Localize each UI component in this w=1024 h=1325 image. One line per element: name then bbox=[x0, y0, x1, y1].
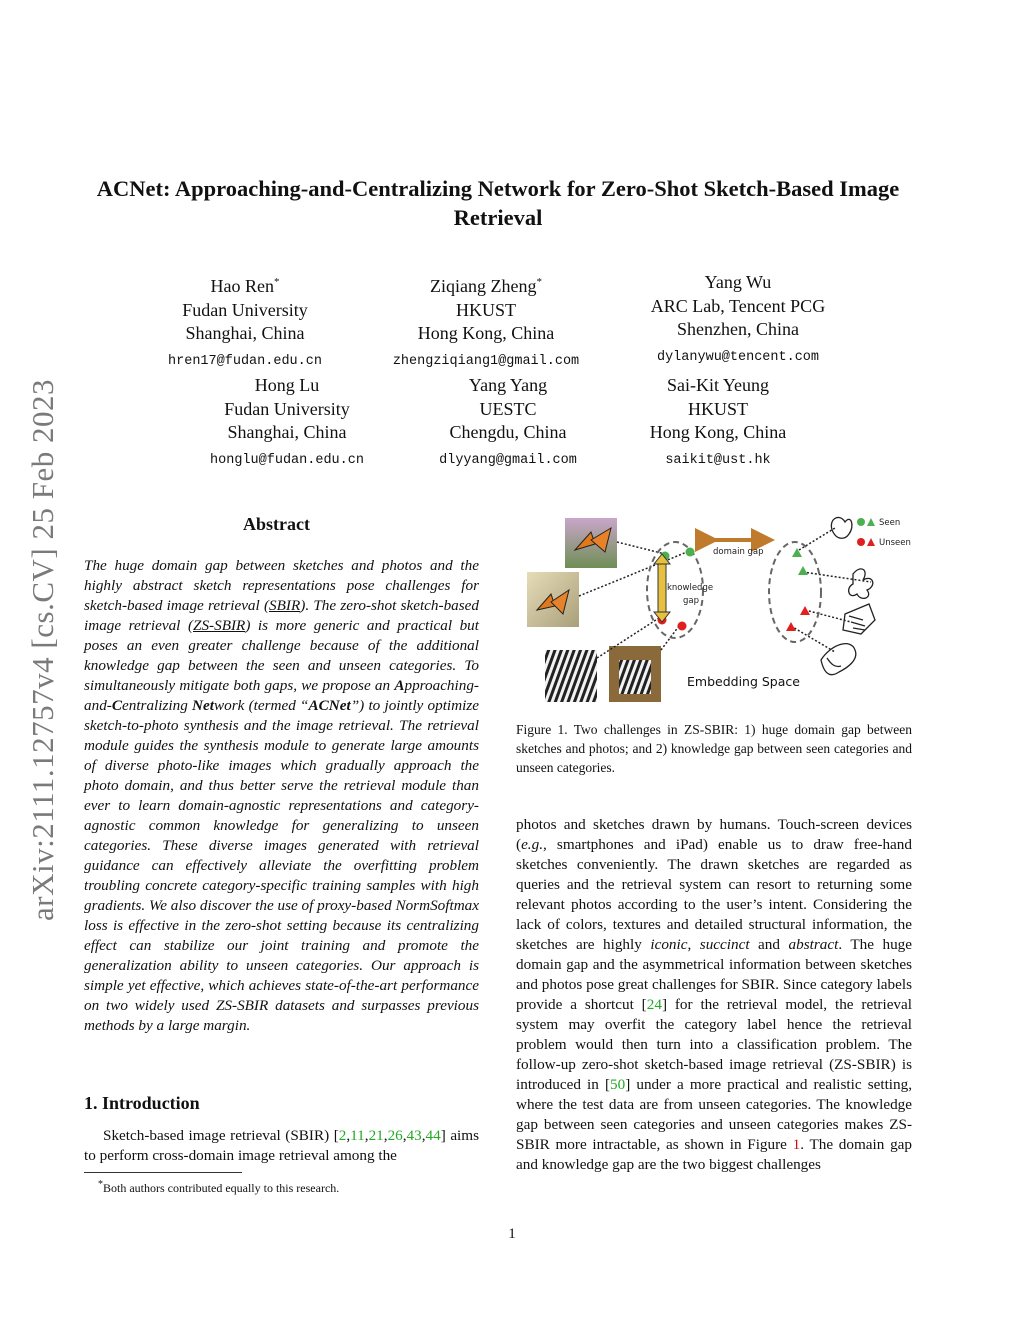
legend-seen: Seen bbox=[879, 518, 901, 528]
author-affiliation: HKUST bbox=[455, 299, 516, 320]
legend-seen-circle bbox=[857, 518, 865, 526]
author-affiliation: Fudan University bbox=[182, 299, 308, 320]
author-block bbox=[376, 271, 596, 373]
citation-link[interactable]: 44 bbox=[425, 1127, 441, 1144]
citation-link[interactable]: 24 bbox=[646, 996, 662, 1013]
author-name: Sai-Kit Yeung bbox=[666, 375, 769, 395]
zebra-photo-2 bbox=[619, 660, 651, 694]
arxiv-id: arXiv:2111.12757v4 [cs.CV] 25 Feb 2023 bbox=[25, 379, 60, 921]
equal-contrib-mark: * bbox=[273, 276, 280, 288]
author-affiliation: ARC Lab, Tencent PCG bbox=[650, 295, 826, 316]
legend-seen-triangle bbox=[867, 518, 875, 526]
equal-contrib-mark: * bbox=[536, 276, 542, 288]
author-name: Hao Ren bbox=[210, 276, 274, 296]
zebra-photo-1 bbox=[545, 650, 597, 702]
knowledge-label: knowledge bbox=[667, 583, 714, 593]
footnote: *Both authors contributed equally to this research. bbox=[98, 1179, 340, 1195]
author-block bbox=[618, 374, 818, 472]
author-email[interactable]: hren17@fudan.edu.cn bbox=[168, 353, 322, 369]
author-block bbox=[630, 271, 846, 369]
seen-photo-point bbox=[686, 548, 695, 557]
sbir-term: SBIR bbox=[269, 597, 301, 614]
intro-text-col2: photos and sketches drawn by humans. Touch-screen devices (e.g., smartphones and iPad) enable us to draw free-hand sketches conveniently. The drawn sketches are regarded as queries and the retrieval system can resort to returning some relevant photos according to the user’s intent. Considering the lack of colors, textures and detailed structural information, the sketches are highly iconic, succinct and abstract. The huge domain gap and the asymmetrical information between sketches and photos pose great challenges for SBIR. Since category labels provide a shortcut [24] for the retrieval model, the retrieval system may overfit the category label hence the retrieval problem would then turn into a classification problem. The follow-up zero-shot sketch-based image retrieval (ZS-SBIR) is introduced in [50] under a more practical and realistic setting, where the test data are from unseen categories. The knowledge gap between seen categories and unseen categories makes ZS-SBIR more intractable, as shown in Figure 1. The domain gap and knowledge gap are the two biggest challenges bbox=[516, 816, 912, 1173]
figure-1 bbox=[515, 510, 915, 710]
citation-link[interactable]: 21 bbox=[368, 1127, 384, 1144]
unseen-sketch-point bbox=[800, 606, 810, 615]
unseen-photo-point bbox=[678, 622, 687, 631]
author-block bbox=[182, 374, 392, 472]
paper-title: ACNet: Approaching-and-Centralizing Network for Zero-Shot Sketch-Based Image Retrieval bbox=[96, 176, 900, 230]
author-affiliation: UESTC bbox=[479, 398, 537, 419]
author-name: Yang Wu bbox=[704, 272, 772, 292]
intro-text-col1: Sketch-based image retrieval (SBIR) [2,11,21,26,43,44] aims to perform cross-domain image retrieval among the bbox=[84, 1127, 479, 1164]
abstract-heading: Abstract bbox=[243, 514, 310, 534]
author-location: Chengdu, China bbox=[449, 422, 567, 442]
abstract-text: The huge domain gap between sketches and photos and the highly abstract sketch representations pose challenges for sketch-based image retrieval (SBIR). The zero-shot sketch-based image retrieval (ZS-SBIR) is more generic and practical but poses an even greater challenge because of the additional knowledge gap between the seen and unseen categories. To simultaneously mitigate both gaps, we propose an Approaching-and-Centralizing Network (termed “ACNet”) to jointly optimize sketch-to-photo synthesis and the image retrieval. The retrieval module guides the synthesis module to generate large amounts of diverse photo-like images which gradually approach the photo domain, and thus better serve the retrieval module than ever to learn domain-agnostic representations and category-agnostic common knowledge for generalizing to unseen categories. These diverse images generated with retrieval guidance can effectively alleviate the overfitting problem troubling concrete category-specific training samples with high gradients. We also discover the use of proxy-based NormSoftmax loss is effective in the zero-shot setting because its centralizing effect can stabilize our joint training and promote the generalization ability to unseen categories. Our approach is simple yet effective, which achieves state-of-the-art performance on two widely used ZS-SBIR datasets and surpasses previous methods by a large margin. bbox=[84, 557, 479, 1034]
embedding-space-label: Embedding Space bbox=[687, 674, 800, 689]
legend-unseen-triangle bbox=[867, 538, 875, 546]
author-block bbox=[408, 374, 608, 472]
author-name: Yang Yang bbox=[468, 375, 548, 395]
butterfly-photo-2 bbox=[527, 572, 579, 627]
figure-ref-link[interactable]: 1 bbox=[792, 1136, 801, 1153]
author-name: Hong Lu bbox=[254, 375, 320, 395]
sketch-butterfly bbox=[849, 569, 873, 598]
citation-link[interactable]: 2 bbox=[338, 1127, 347, 1144]
legend-unseen-circle bbox=[857, 538, 865, 546]
author-location: Hong Kong, China bbox=[649, 422, 787, 442]
page-number: 1 bbox=[508, 1226, 516, 1242]
citation-link[interactable]: 43 bbox=[406, 1127, 422, 1144]
author-location: Shenzhen, China bbox=[677, 319, 799, 339]
unseen-sketch-point bbox=[786, 622, 796, 631]
acnet-name: ACNet bbox=[308, 697, 351, 714]
author-email[interactable]: dylanywu@tencent.com bbox=[656, 349, 820, 365]
footnote-mark: * bbox=[98, 1179, 103, 1190]
knowledge-gap-arrow bbox=[658, 562, 666, 614]
figure-caption: Figure 1. Two challenges in ZS-SBIR: 1) huge domain gap between sketches and photos; and 2) knowledge gap between seen categories and unseen categories. bbox=[516, 722, 912, 775]
citation-link[interactable]: 50 bbox=[610, 1076, 626, 1093]
author-location: Shanghai, China bbox=[227, 422, 347, 442]
author-name: Ziqiang Zheng bbox=[430, 276, 537, 296]
author-email[interactable]: saikit@ust.hk bbox=[665, 452, 771, 468]
author-location: Shanghai, China bbox=[185, 323, 305, 343]
author-block bbox=[140, 271, 350, 373]
zssbir-term: ZS-SBIR bbox=[193, 617, 246, 634]
footnote-rule bbox=[84, 1172, 242, 1173]
gap-label: gap bbox=[683, 596, 699, 606]
author-email[interactable]: zhengziqiang1@gmail.com bbox=[392, 353, 580, 369]
author-email[interactable]: honglu@fudan.edu.cn bbox=[210, 452, 364, 468]
butterfly-photo-1 bbox=[565, 518, 617, 568]
arxiv-stamp bbox=[26, 360, 60, 940]
author-location: Hong Kong, China bbox=[417, 323, 555, 343]
author-affiliation: HKUST bbox=[687, 398, 748, 419]
author-email[interactable]: dlyyang@gmail.com bbox=[439, 452, 577, 468]
author-affiliation: Fudan University bbox=[224, 398, 350, 419]
seen-sketch-point bbox=[798, 566, 808, 575]
legend-unseen: Unseen bbox=[879, 538, 911, 548]
citation-link[interactable]: 11 bbox=[350, 1127, 365, 1144]
sketch-horse bbox=[821, 644, 856, 675]
sketch-zebra bbox=[843, 604, 875, 634]
intro-heading: 1. Introduction bbox=[84, 1093, 200, 1113]
citation-link[interactable]: 26 bbox=[387, 1127, 403, 1144]
domain-gap-label: domain gap bbox=[713, 547, 764, 557]
